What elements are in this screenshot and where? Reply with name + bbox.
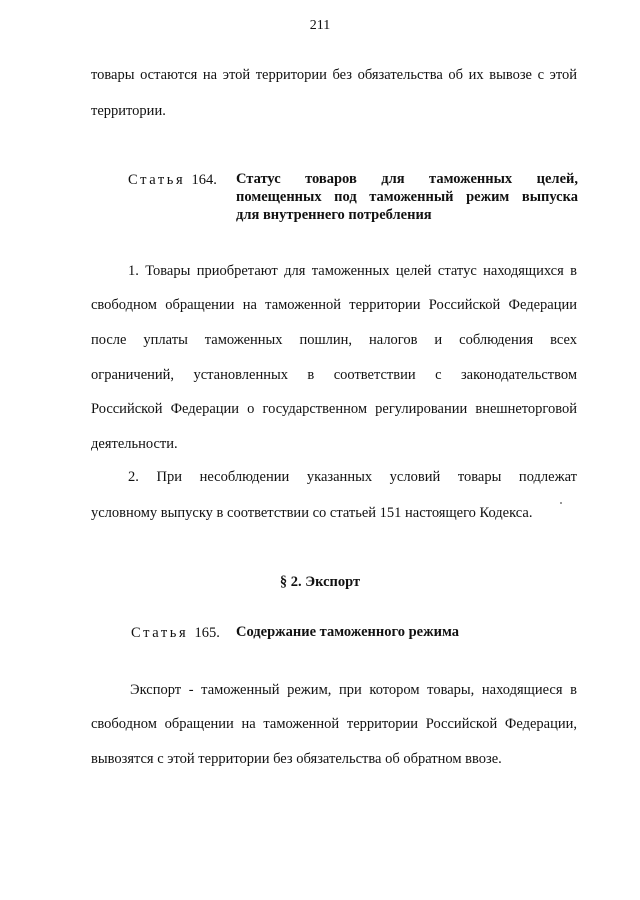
article-165-title: Содержание таможенного режима <box>236 624 460 640</box>
article-164-p2-line-2: условному выпуску в соответствии со статьей 151 настоящего Кодекса. <box>91 505 533 521</box>
article-165-p-line-3: вывозятся с этой территории без обязательства об обратном ввозе. <box>91 751 502 767</box>
article-164-number: 164. <box>191 172 217 188</box>
article-164-title-line-1: Статус товаров для таможенных целей, <box>236 171 578 187</box>
article-164-p1-line-1: 1. Товары приобретают для таможенных целей статус находящихся в <box>128 263 577 279</box>
article-165-number: 165. <box>194 625 220 641</box>
section-heading: § 2. Экспорт <box>279 574 361 590</box>
page-number: 211 <box>309 18 331 33</box>
article-164-label <box>128 171 217 189</box>
article-165-p-line-2: свободном обращении на таможенной территории Российской Федерации, <box>91 716 577 732</box>
article-164-p1-line-4: ограничений, установленных в соответствии с законодательством <box>91 367 577 383</box>
article-164-p2-line-1: 2. При несоблюдении указанных условий товары подлежат <box>128 469 577 485</box>
article-165-prefix: Статья <box>131 625 189 641</box>
article-164-p1-line-6: деятельности. <box>91 436 178 452</box>
intro-line-1: товары остаются на этой территории без обязательства об их вывозе с этой <box>91 67 577 83</box>
scan-mark <box>560 502 562 504</box>
article-164-p1-line-3: после уплаты таможенных пошлин, налогов и соблюдения всех <box>91 332 577 348</box>
article-164-title-line-2: помещенных под таможенный режим выпуска <box>236 189 578 205</box>
article-165-p-line-1: Экспорт - таможенный режим, при котором товары, находящиеся в <box>130 682 577 698</box>
article-164-prefix: Статья <box>128 172 186 188</box>
intro-line-2: территории. <box>91 103 166 119</box>
article-164-title-line-3: для внутреннего потребления <box>236 207 432 223</box>
article-165-label <box>131 624 220 642</box>
article-164-p1-line-2: свободном обращении на таможенной территории Российской Федерации <box>91 297 577 313</box>
article-164-p1-line-5: Российской Федерации о государственном регулировании внешнеторговой <box>91 401 577 417</box>
